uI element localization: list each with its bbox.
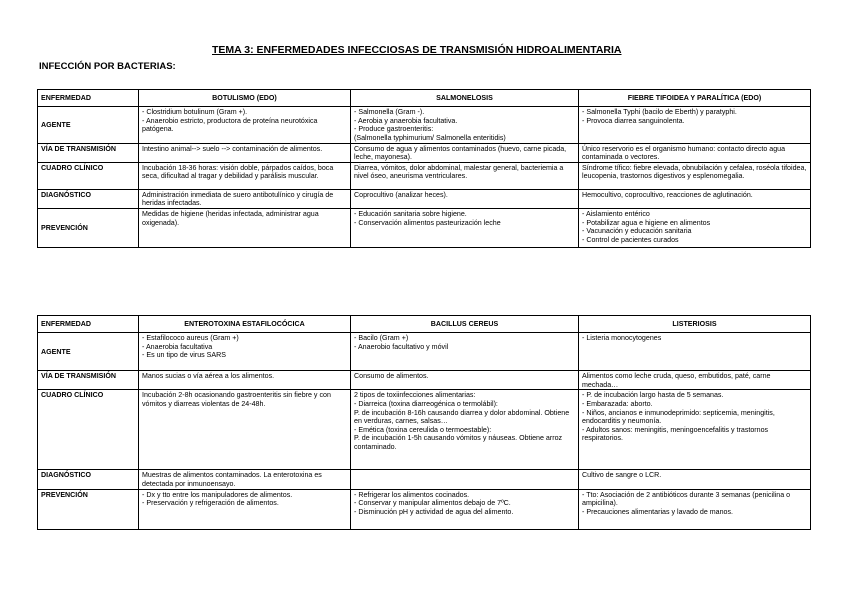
cell-text-line: Administración inmediata de suero antibotulínico y cirugía de heridas infectadas. [142,190,334,208]
table-row [38,162,811,189]
cell-text-line: Cultivo de sangre o LCR. [582,471,662,480]
cell-text-line: - Estafilococo aureus (Gram +) [142,334,239,342]
row-label: AGENTE [38,333,139,371]
cell-text-line: - Anaerobio estricto, productora de proteína neurotóxica patógena. [142,116,318,134]
table-cell [579,107,811,144]
cell-text-line: - Preservación y refrigeración de alimentos. [142,499,279,508]
header-cell: ENFERMEDAD [38,316,139,333]
cell-text-line: (Salmonella typhimurium/ Salmonella enteritidis) [354,133,506,142]
table-row [38,333,811,371]
page-title: TEMA 3: ENFERMEDADES INFECCIOSAS DE TRANSMISIÓN HIDROALIMENTARIA [212,44,622,56]
cell-text-line: - Refrigerar los alimentos cocinados. [354,490,470,499]
table-cell [139,162,351,189]
table-header-row [38,316,811,333]
table-header-row [38,90,811,107]
cell-text-line: Manos sucias o vía aérea a los alimentos. [142,372,275,380]
cell-text-line: - Control de pacientes curados [582,236,679,245]
cell-text-line: - Clostridium botulinum (Gram +). [142,108,248,116]
cell-text-line: - P. de incubación largo hasta de 5 semanas. [582,391,724,400]
cell-text-line: - Provoca diarrea sanguinolenta. [582,116,685,125]
table-cell [579,489,811,529]
cell-text-line: - Bacilo (Gram +) [354,334,409,342]
section-subtitle: INFECCIÓN POR BACTERIAS: [39,61,176,72]
table-cell [579,189,811,208]
cell-text-line: Consumo de alimentos. [354,372,429,380]
cell-text-line: - Produce gastroenteritis: [354,125,434,134]
table-row [38,143,811,162]
cell-text-line: - Salmonella Typhi (bacilo de Eberth) y paratyphi. [582,108,737,116]
table-cell [139,209,351,248]
table-cell [579,162,811,189]
table-row [38,107,811,144]
table-cell [139,143,351,162]
table-cell [351,371,579,390]
cell-text-line: Síndrome tífico: fiebre elevada, obnubilación y cefalea, roséola tifoidea, leucopenia, trastornos digestivos y esplenomegalia. [582,163,807,181]
table-cell [351,143,579,162]
cell-text-line: - Niños, ancianos e inmunodeprimido: septicemia, meningitis, endocarditis y neumonía. [582,408,775,426]
cell-text-line: Medidas de higiene (heridas infectada, administrar agua oxigenada). [142,210,319,227]
cell-text-line: - Precauciones alimentarias y lavado de manos. [582,507,734,516]
cell-text-line: - Disminución pH y actividad de agua del alimento. [354,507,514,516]
table-row [38,390,811,470]
table-bacterias-1 [37,89,811,248]
header-cell: ENTEROTOXINA ESTAFILOCÓCICA [139,316,351,333]
table-cell [351,107,579,144]
table-cell [351,390,579,470]
cell-text-line: - Tto: Asociación de 2 antibióticos durante 3 semanas (penicilina o ampicilina). [582,490,791,508]
row-label: DIAGNÓSTICO [38,189,139,208]
cell-text-line: - Anaerobia facultativa [142,342,213,351]
cell-text-line: - Dx y tto entre los manipuladores de alimentos. [142,490,293,499]
cell-text-line: - Aerobia y anaerobia facultativa. [354,116,458,125]
table-row [38,209,811,248]
cell-text-line: - Conservar y manipular alimentos debajo de 7ºC. [354,499,511,508]
table-cell [579,209,811,248]
table-cell [351,162,579,189]
table-cell [351,333,579,371]
table-cell [579,390,811,470]
cell-text-line: - Educación sanitaria sobre higiene. [354,210,467,219]
header-cell: LISTERIOSIS [579,316,811,333]
table-cell [139,470,351,489]
table-cell [139,107,351,144]
cell-text-line: - Emética (toxina cereulida o termoestable): [354,425,492,434]
table-cell [139,489,351,529]
cell-text-line: - Potabilizar agua e higiene en alimentos [582,218,711,227]
cell-text-line: Único reservorio es el organismo humano: contacto directo agua contaminada o vectores. [582,144,786,162]
table-cell [579,333,811,371]
cell-text-line: - Listeria monocytogenes [582,334,662,342]
cell-text-line: - Es un tipo de virus SARS [142,351,226,360]
table-cell [351,209,579,248]
table-cell [139,189,351,208]
row-label: VÍA DE TRANSMISIÓN [38,143,139,162]
cell-text-line: Incubación 18-36 horas: visión doble, párpados caídos, boca seca, dificultad al tragar y debilidad y parálisis muscular. [142,163,334,181]
cell-text-line: - Embarazada: aborto. [582,399,653,408]
cell-text-line: - Aislamiento entérico [582,210,650,219]
table-row [38,371,811,390]
table-row [38,189,811,208]
table-cell [351,470,579,489]
row-label: DIAGNÓSTICO [38,470,139,489]
row-label: CUADRO CLÍNICO [38,162,139,189]
cell-text-line: Coprocultivo (analizar heces). [354,190,448,199]
table-cell [351,489,579,529]
cell-text-line: P. de incubación 1-5h causando vómitos y náuseas. Obtiene arroz contaminado. [354,434,563,452]
cell-text-line: P. de incubación 8-16h causando diarrea y dolor abdominal. Obtiene en verduras, carnes, salsas… [354,408,570,426]
table-cell [139,390,351,470]
table-bacterias-2 [37,315,811,530]
table-cell [351,189,579,208]
cell-text-line: - Salmonella (Gram -). [354,108,425,116]
row-label: VÍA DE TRANSMISIÓN [38,371,139,390]
table-cell [139,333,351,371]
header-cell: BACILLUS CEREUS [351,316,579,333]
table-row [38,489,811,529]
row-label: AGENTE [38,107,139,144]
cell-text-line: - Vacunación y educación sanitaria [582,227,692,236]
header-cell: ENFERMEDAD [38,90,139,107]
cell-text-line: - Diarreica (toxina diarreogénica o termolábil): [354,399,498,408]
cell-text-line: Consumo de agua y alimentos contaminados (huevo, carne picada, leche, mayonesa). [354,144,567,162]
row-label: PREVENCIÓN [38,489,139,529]
cell-text-line: Diarrea, vómitos, dolor abdominal, malestar general, bacteriemia a nivel óseo, aneurisma ventriculares. [354,163,564,181]
cell-text-line: 2 tipos de toxiinfecciones alimentarias: [354,391,476,400]
cell-text-line: - Adultos sanos: meningitis, meningoencefalitis y trastornos respiratorios. [582,425,769,443]
cell-text-line: Intestino animal--> suelo --> contaminación de alimentos. [142,144,323,153]
header-cell: FIEBRE TIFOIDEA Y PARALÍTICA (EDO) [579,90,811,107]
cell-text-line: Incubación 2-8h ocasionando gastroenteritis sin fiebre y con vómitos y diarreas violentas de 24-48h. [142,391,331,408]
table-cell [579,470,811,489]
header-cell: SALMONELOSIS [351,90,579,107]
row-label: PREVENCIÓN [38,209,139,248]
row-label: CUADRO CLÍNICO [38,390,139,470]
cell-text-line: Muestras de alimentos contaminados. La enterotoxina es detectada por inmunoensayo. [142,471,322,488]
header-cell: BOTULISMO (EDO) [139,90,351,107]
table-cell [139,371,351,390]
table-cell [579,143,811,162]
cell-text-line: - Anaerobio facultativo y móvil [354,342,449,351]
table-row [38,470,811,489]
cell-text-line: Alimentos como leche cruda, queso, embutidos, paté, carne mechada… [582,372,771,389]
cell-text-line: - Conservación alimentos pasteurización leche [354,218,501,227]
cell-text-line: Hemocultivo, coprocultivo, reacciones de aglutinación. [582,190,753,199]
table-cell [579,371,811,390]
